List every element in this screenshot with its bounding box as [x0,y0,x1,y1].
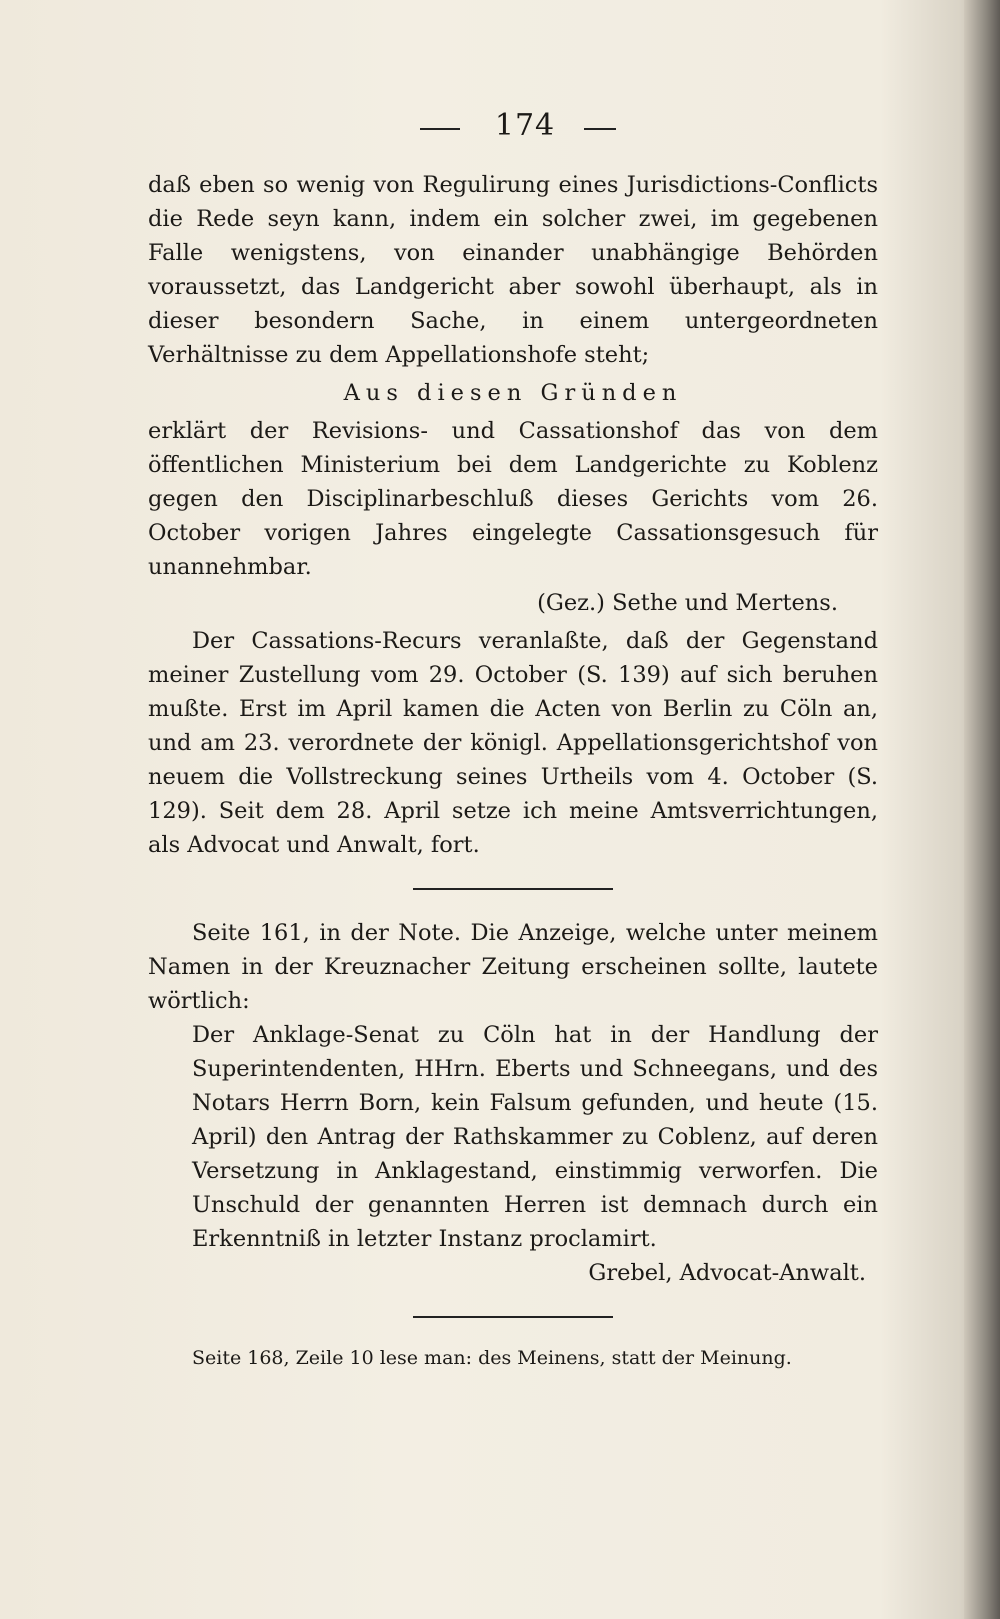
ruling-signature: (Gez.) Sethe und Mertens. [537,590,838,616]
header-dash-left [420,128,460,130]
footnote-divider [413,1316,613,1318]
page-header [0,108,1000,148]
section-divider [413,888,613,890]
page-body [148,168,878,1372]
paragraph-recurs: Der Cassations-Recurs veranlaßte, daß der Gegenstand meiner Zustellung vom 29. October (S. 139) auf sich beruhen mußte. Erst im April kamen die Acten von Berlin zu Cöln an, und am 23. verordnete der königl. Appellationsgerichtshof von neuem die Vollstreckung seines Urtheils vom 4. October (S. 129). Seit dem 28. April setze ich meine Amtsverrichtungen, als Advocat und Anwalt, fort. [148,628,878,858]
paragraph-continuation: daß eben so wenig von Regulirung eines Jurisdictions-Conflicts die Rede seyn kann, indem ein solcher zwei, im gegebenen Falle wenigstens, von einander unabhängige Behörden voraussetzt, das Landgericht aber sowohl überhaupt, als in dieser besondern Sache, in einem untergeordneten Verhältnisse zu dem Appellationshofe steht; [148,172,878,368]
header-dash-right [584,128,616,130]
book-spine-shadow [964,0,1000,1619]
paragraph-note: Seite 161, in der Note. Die Anzeige, welche unter meinem Namen in der Kreuznacher Zeitung erscheinen sollte, lautete wörtlich: [148,920,878,1014]
erratum-footnote: Seite 168, Zeile 10 lese man: des Meinens, statt der Meinung. [192,1347,792,1369]
quoted-announcement: Der Anklage-Senat zu Cöln hat in der Handlung der Superintendenten, HHrn. Eberts und Schneegans, und des Notars Herrn Born, kein Falsum gefunden, und heute (15. April) den Antrag der Rathskammer zu Coblenz, auf deren Versetzung in Anklagestand, einstimmig verworfen. Die Unschuld der genannten Herren ist demnach durch ein Erkenntniß in letzter Instanz proclamirt. [192,1022,878,1252]
announcement-signature: Grebel, Advocat-Anwalt. [588,1260,866,1286]
paragraph-ruling: erklärt der Revisions- und Cassationshof das von dem öffentlichen Ministerium bei dem Landgerichte zu Koblenz gegen den Disciplinarbeschluß dieses Gerichts vom 26. October vorigen Jahres eingelegte Cassationsgesuch für unannehmbar. [148,418,878,580]
page-number: 174 [494,108,556,143]
section-heading: Aus diesen Gründen [343,380,683,406]
